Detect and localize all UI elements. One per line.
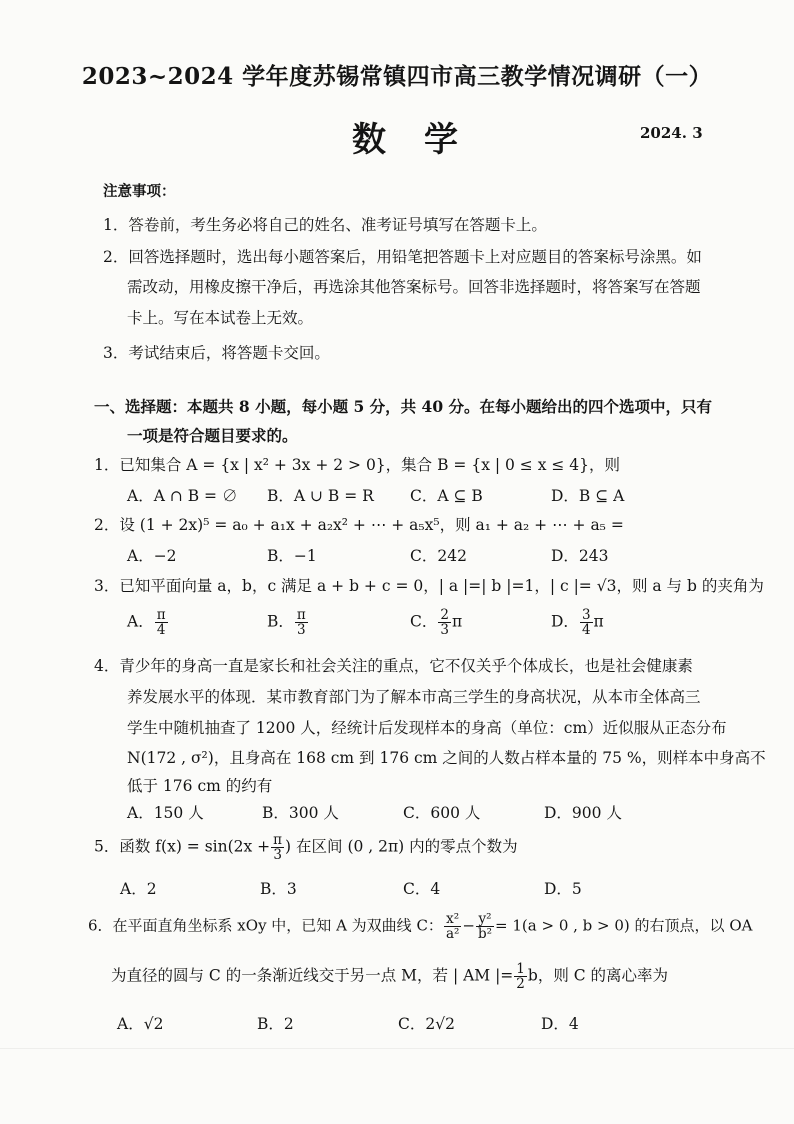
fraction-denominator: 3 bbox=[273, 847, 282, 864]
notice-item-1: 1．答卷前，考生务必将自己的姓名、准考证号填写在答题卡上。 bbox=[103, 216, 547, 234]
fraction-numerator: π bbox=[296, 607, 306, 623]
fraction-denominator: a² bbox=[445, 926, 460, 943]
question-4-option-b: B．300 人 bbox=[262, 804, 339, 822]
question-6-option-d: D．4 bbox=[541, 1015, 579, 1033]
question-6-line-2 bbox=[111, 962, 668, 991]
section-heading-cont: 一项是符合题目要求的。 bbox=[127, 426, 298, 445]
question-4-line-4: N(172 , σ²)，且身高在 168 cm 到 176 cm 之间的人数占样本量的 75 %，则样本中身高不 bbox=[127, 749, 766, 767]
question-1-option-d: D．B ⊆ A bbox=[551, 487, 625, 505]
notice-item-2-end: 卡上。写在本试卷上无效。 bbox=[127, 309, 314, 327]
fraction bbox=[295, 608, 308, 637]
fraction bbox=[580, 608, 593, 637]
question-6-option-b: B．2 bbox=[257, 1015, 294, 1033]
fraction-numerator: π bbox=[273, 832, 283, 848]
option-tail: π bbox=[593, 612, 604, 631]
notice-heading: 注意事项： bbox=[103, 183, 176, 200]
question-2-option-d: D．243 bbox=[551, 547, 609, 565]
question-5-option-a: A．2 bbox=[120, 880, 157, 898]
question-6-line2-pre: 为直径的圆与 C 的一条渐近线交于另一点 M，若 | AM |= bbox=[111, 966, 514, 985]
minus-sign: − bbox=[462, 916, 475, 935]
question-2-stem: 2．设 (1 + 2x)⁵ = a₀ + a₁x + a₂x² + ⋯ + a₅x⁵，则 a₁ + a₂ + ⋯ + a₅ = bbox=[94, 516, 624, 534]
question-6-post: = 1(a > 0 , b > 0) 的右顶点，以 OA bbox=[495, 916, 753, 935]
fraction-numerator: π bbox=[156, 607, 166, 623]
question-5-option-b: B．3 bbox=[260, 880, 297, 898]
fraction bbox=[514, 962, 527, 991]
option-label: A． bbox=[127, 612, 154, 631]
question-4-line-3: 学生中随机抽查了 1200 人，经统计后发现样本的身高（单位：cm）近似服从正态分布 bbox=[127, 719, 727, 737]
fraction bbox=[438, 608, 451, 637]
question-6-pre: 6．在平面直角坐标系 xOy 中，已知 A 为双曲线 C： bbox=[88, 916, 443, 935]
question-3-option-c bbox=[410, 608, 462, 637]
question-5-post: ) 在区间 (0 , 2π) 内的零点个数为 bbox=[285, 837, 518, 856]
question-2-option-c: C．242 bbox=[410, 547, 467, 565]
question-2-option-b: B．−1 bbox=[267, 547, 317, 565]
subject-title: 数学 bbox=[352, 120, 496, 160]
fraction bbox=[271, 833, 284, 862]
question-4-line-1: 4．青少年的身高一直是家长和社会关注的重点，它不仅关乎个体成长，也是社会健康素 bbox=[94, 657, 693, 675]
question-5-option-d: D．5 bbox=[544, 880, 582, 898]
section-heading: 一、选择题：本题共 8 小题，每小题 5 分，共 40 分。在每小题给出的四个选项中，只有 bbox=[94, 397, 713, 416]
fraction bbox=[155, 608, 168, 637]
question-1-option-c: C．A ⊆ B bbox=[410, 487, 483, 505]
question-6-line-1 bbox=[88, 912, 752, 941]
question-6-option-c: C．2√2 bbox=[398, 1015, 455, 1033]
question-3-option-b bbox=[267, 608, 309, 637]
notice-item-2-cont: 需改动，用橡皮擦干净后，再选涂其他答案标号。回答非选择题时，将答案写在答题 bbox=[127, 278, 701, 296]
question-3-option-d bbox=[551, 608, 604, 637]
option-label: B． bbox=[267, 612, 294, 631]
fraction-numerator: x² bbox=[446, 911, 460, 927]
fraction-denominator: 4 bbox=[581, 622, 591, 639]
fraction-denominator: 4 bbox=[156, 622, 166, 639]
question-3-option-a bbox=[127, 608, 169, 637]
fraction-numerator: 2 bbox=[440, 607, 449, 623]
notice-item-2: 2．回答选择题时，选出每小题答案后，用铅笔把答题卡上对应题目的答案标号涂黑。如 bbox=[103, 248, 702, 266]
fraction-denominator: 3 bbox=[440, 622, 449, 639]
question-4-option-a: A．150 人 bbox=[127, 804, 204, 822]
option-tail: π bbox=[451, 612, 463, 631]
question-2-option-a: A．−2 bbox=[127, 547, 177, 565]
question-1-option-b: B．A ∪ B = R bbox=[267, 487, 374, 505]
question-3-stem: 3．已知平面向量 a，b，c 满足 a + b + c = 0，| a |=| b |=1，| c |= √3，则 a 与 b 的夹角为 bbox=[94, 577, 764, 595]
scan-artifact-line bbox=[0, 1048, 794, 1049]
question-4-line-5: 低于 176 cm 的约有 bbox=[127, 777, 273, 795]
exam-date: 2024. 3 bbox=[640, 124, 703, 142]
fraction-numerator: 1 bbox=[516, 961, 525, 977]
question-4-line-2: 养发展水平的体现．某市教育部门为了解本市高三学生的身高状况，从本市全体高三 bbox=[127, 688, 701, 706]
question-4-option-d: D．900 人 bbox=[544, 804, 622, 822]
exam-title: 2023~2024 学年度苏锡常镇四市高三教学情况调研（一） bbox=[81, 63, 713, 90]
question-1-option-a: A．A ∩ B = ∅ bbox=[127, 487, 238, 505]
fraction-numerator: 3 bbox=[581, 607, 591, 623]
fraction-denominator: 3 bbox=[297, 622, 306, 639]
fraction-denominator: 2 bbox=[516, 976, 525, 993]
question-5-stem bbox=[94, 833, 518, 862]
question-4-option-c: C．600 人 bbox=[403, 804, 481, 822]
notice-item-3: 3．考试结束后，将答题卡交回。 bbox=[103, 344, 330, 362]
question-1-stem: 1．已知集合 A = {x | x² + 3x + 2 > 0}，集合 B = {x | 0 ≤ x ≤ 4}，则 bbox=[94, 456, 621, 474]
fraction-numerator: y² bbox=[478, 911, 492, 927]
fraction bbox=[444, 912, 461, 941]
fraction bbox=[476, 912, 494, 941]
option-label: C． bbox=[410, 612, 438, 631]
question-6-option-a: A．√2 bbox=[117, 1015, 164, 1033]
question-6-line2-post: b，则 C 的离心率为 bbox=[527, 966, 669, 985]
fraction-denominator: b² bbox=[477, 926, 493, 943]
option-label: D． bbox=[551, 612, 579, 631]
question-5-pre: 5．函数 f(x) = sin(2x + bbox=[94, 837, 271, 856]
question-5-option-c: C．4 bbox=[403, 880, 441, 898]
